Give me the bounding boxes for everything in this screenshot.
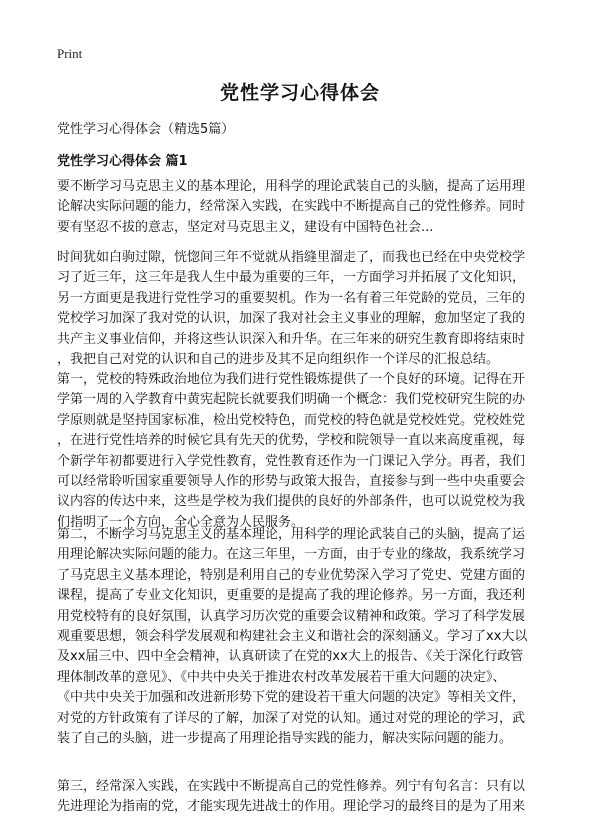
paragraph-line: 学原则就是坚持国家标准，检出党校特色，而党校的特色就是党校姓党。党校姓党 [57,412,526,428]
paragraph-line: 要不断学习马克思主义的基本理论，用科学的理论武装自己的头脑，提高了运用理 [57,179,526,194]
paragraph-line: 习了近三年，这三年是我人生中最为重要的三年，一方面学习并拓展了文化知识， [57,270,526,286]
paragraph-line: 另一方面更是我进行党性学习的重要契机。作为一名有着三年党龄的党员，三年的 [57,290,526,306]
paragraph-line: 共产主义事业信仰，并将这些认识深入和升华。在三年来的研究生教育即将结束时 [57,331,526,347]
paragraph-line: 学第一周的入学教育中黄宪起院长就要我们明确一个概念：我们党校研究生院的办 [57,392,526,408]
paragraph-line: 们指明了一个方向，全心全意为人民服务。 [57,514,305,530]
paragraph-line: 要有坚忍不拔的意志，坚定对马克思主义，建设有中国特色社会... [57,219,434,235]
paragraph-line: 时间犹如白驹过隙，恍惚间三年不觉就从指缝里溜走了，而我也已经在中央党校学 [57,250,526,265]
paragraph-line: 理体制改革的意见》、《中共中央关于推进农村改革发展若干重大问题的决定》、 [57,669,506,685]
paragraph-line: 可以经常聆听国家重要领导人作的形势与政策大报告，直接参与到一些中央重要会 [57,474,526,490]
paragraph-line: 第三，经常深入实践，在实践中不断提高自己的党性修养。列宁有句名言：只有以 [57,779,526,794]
paragraph-line: 及xx届三中、四中全会精神，认真研读了在党的xx大上的报告、《关于深化行政管 [57,649,524,665]
paragraph-line: 先进理论为指南的党，才能实现先进战士的作用。理论学习的最终目的是为了用来 [57,799,526,815]
paragraph-line: 议内容的传达中来，这些是学校为我们提供的良好的外部条件，也可以说党校为我 [57,494,526,510]
paragraph-line: ，在进行党性培养的时候它具有先天的优势，学校和院领导一直以来高度重视，每 [57,433,526,449]
paragraph-line: ，我把自己对党的认识和自己的进步及其不足向组织作一个详尽的汇报总结。 [57,352,500,368]
paragraph-4 [57,525,554,749]
paragraph-line: 第二，不断学习马克思主义的基本理论，用科学的理论武装自己的头脑，提高了运 [57,527,526,542]
document-title: 党性学习心得体会 [219,82,380,104]
paragraph-line: 课程，提高了专业文化知识，更重要的是提高了我的理论修养。另一方面，我还利 [57,588,526,604]
paragraph-2 [57,248,554,370]
section-heading: 党性学习心得体会 篇1 [57,154,188,169]
paragraph-line: 个新学年初都要进行入学党性教育，党性教育还作为一门课记入学分。再者，我们 [57,453,526,469]
document-subtitle: 党性学习心得体会（精选5篇） [57,122,235,137]
paragraph-3 [57,370,554,533]
paragraph-line: 《中共中央关于加强和改进新形势下党的建设若干重大问题的决定》等相关文件， [57,690,526,706]
paragraph-line: 装了自己的头脑，进一步提高了用理论指导实践的能力，解决实际问题的能力。 [57,731,513,747]
paragraph-line: 论解决实际问题的能力，经常深入实践，在实践中不断提高自己的党性修养。同时 [57,199,526,215]
paragraph-line: 观重要思想，领会科学发展观和构建社会主义和谐社会的深刻涵义。学习了xx大以 [57,629,528,645]
print-link[interactable]: Print [57,46,83,61]
paragraph-line: 用理论解决实际问题的能力。在这三年里，一方面，由于专业的缘故，我系统学习 [57,547,526,563]
paragraph-line: 第一，党校的特殊政治地位为我们进行党性锻炼提供了一个良好的环境。记得在开 [57,372,526,387]
paragraph-line: 用党校特有的良好氛围，认真学习历次党的重要会议精神和政策。学习了科学发展 [57,608,526,624]
paragraph-line: 了马克思主义基本理论，特别是利用自己的专业优势深入学习了党史、党建方面的 [57,567,526,583]
paragraph-line: 党校学习加深了我对党的认识，加深了我对社会主义事业的理解，愈加坚定了我的 [57,311,526,327]
paragraph-line: 对党的方针政策有了详尽的了解，加深了对党的认知。通过对党的理论的学习，武 [57,710,526,726]
paragraph-1 [57,177,554,238]
paragraph-5 [57,777,554,818]
